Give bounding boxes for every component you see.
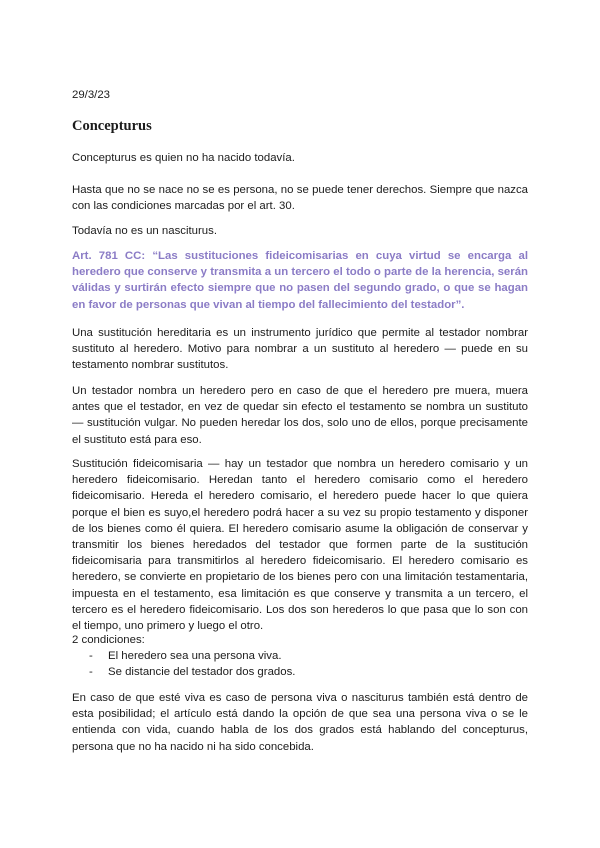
paragraph-nasciturus: Todavía no es un nasciturus. [72, 225, 218, 237]
condition-text: Se distancie del testador dos grados. [108, 666, 296, 679]
section-title: Concepturus [72, 118, 152, 134]
bullet-dash: - [89, 650, 93, 662]
paragraph-definition: Concepturus es quien no ha nacido todavía. [72, 152, 295, 164]
document-date: 29/3/23 [72, 89, 111, 101]
article-quote: Art. 781 CC: “Las sustituciones fideicomisarias en cuya virtud se encarga al heredero que conserve y transmita a un tercero el todo o parte de la herencia, serán válidas y surtirán efecto siempre que no pasen del segundo grado, o que se hagan en favor de personas que vivan al tiempo del fallecimiento del testador”. [72, 250, 528, 311]
condition-text: El heredero sea una persona viva. [108, 650, 282, 662]
bullet-dash: - [89, 666, 93, 679]
list-item [72, 664, 528, 680]
paragraph-sustitucion-hereditaria: Una sustitución hereditaria es un instrumento jurídico que permite al testador nombrar sustituto al heredero. Motivo para nombrar a un sustituto al heredero — puede en su testamento nombrar sustitutos. [72, 327, 528, 372]
paragraph-sustitucion-fideicomisaria: Sustitución fideicomisaria — hay un testador que nombra un heredero comisario y un heredero fideicomisario. Heredan tanto el heredero comisario como el heredero fideicomisario. Hereda el heredero comisario, el heredero puede hacer lo que quiera porque el bien es suyo,el heredero podrá hacer a su vez su propio testamento y disponer de los bienes como él quiera. El heredero comisario asume la obligación de conservar y transmitir los bienes heredados del testador que formen parte de la sustitución fideicomisaria para transmitirlos al heredero fideicomisario. El heredero comisario es heredero, se convierte en propietario de los bienes pero con una limitación testamentaria, impuesta en el testamento, esa limitación es que conserve y transmita a un tercero, el tercero es el heredero fideicomisario. Los dos son herederos lo que pasa que lo son con el tiempo, uno primero y luego el otro. [72, 458, 528, 633]
paragraph-sustitucion-vulgar: Un testador nombra un heredero pero en caso de que el heredero pre muera, muera antes que el testador, en vez de quedar sin efecto el testamento se nombra un sustituto — sustitución vulgar. No pueden heredar los dos, solo uno de ellos, porque precisamente el sustituto está para eso. [72, 385, 528, 446]
conditions-intro: 2 condiciones: [72, 634, 145, 646]
conditions-list [72, 648, 528, 680]
list-item [72, 648, 528, 664]
paragraph-persona: Hasta que no se nace no se es persona, no se puede tener derechos. Siempre que nazca con las condiciones marcadas por el art. 30. [72, 184, 528, 213]
paragraph-conclusion: En caso de que esté viva es caso de persona viva o nasciturus también está dentro de esta posibilidad; el artículo está dando la opción de que sea una persona viva o se le entienda con vida, cuando habla de los dos grados está hablando del concepturus, persona que no ha nacido ni ha sido concebida. [72, 692, 528, 753]
